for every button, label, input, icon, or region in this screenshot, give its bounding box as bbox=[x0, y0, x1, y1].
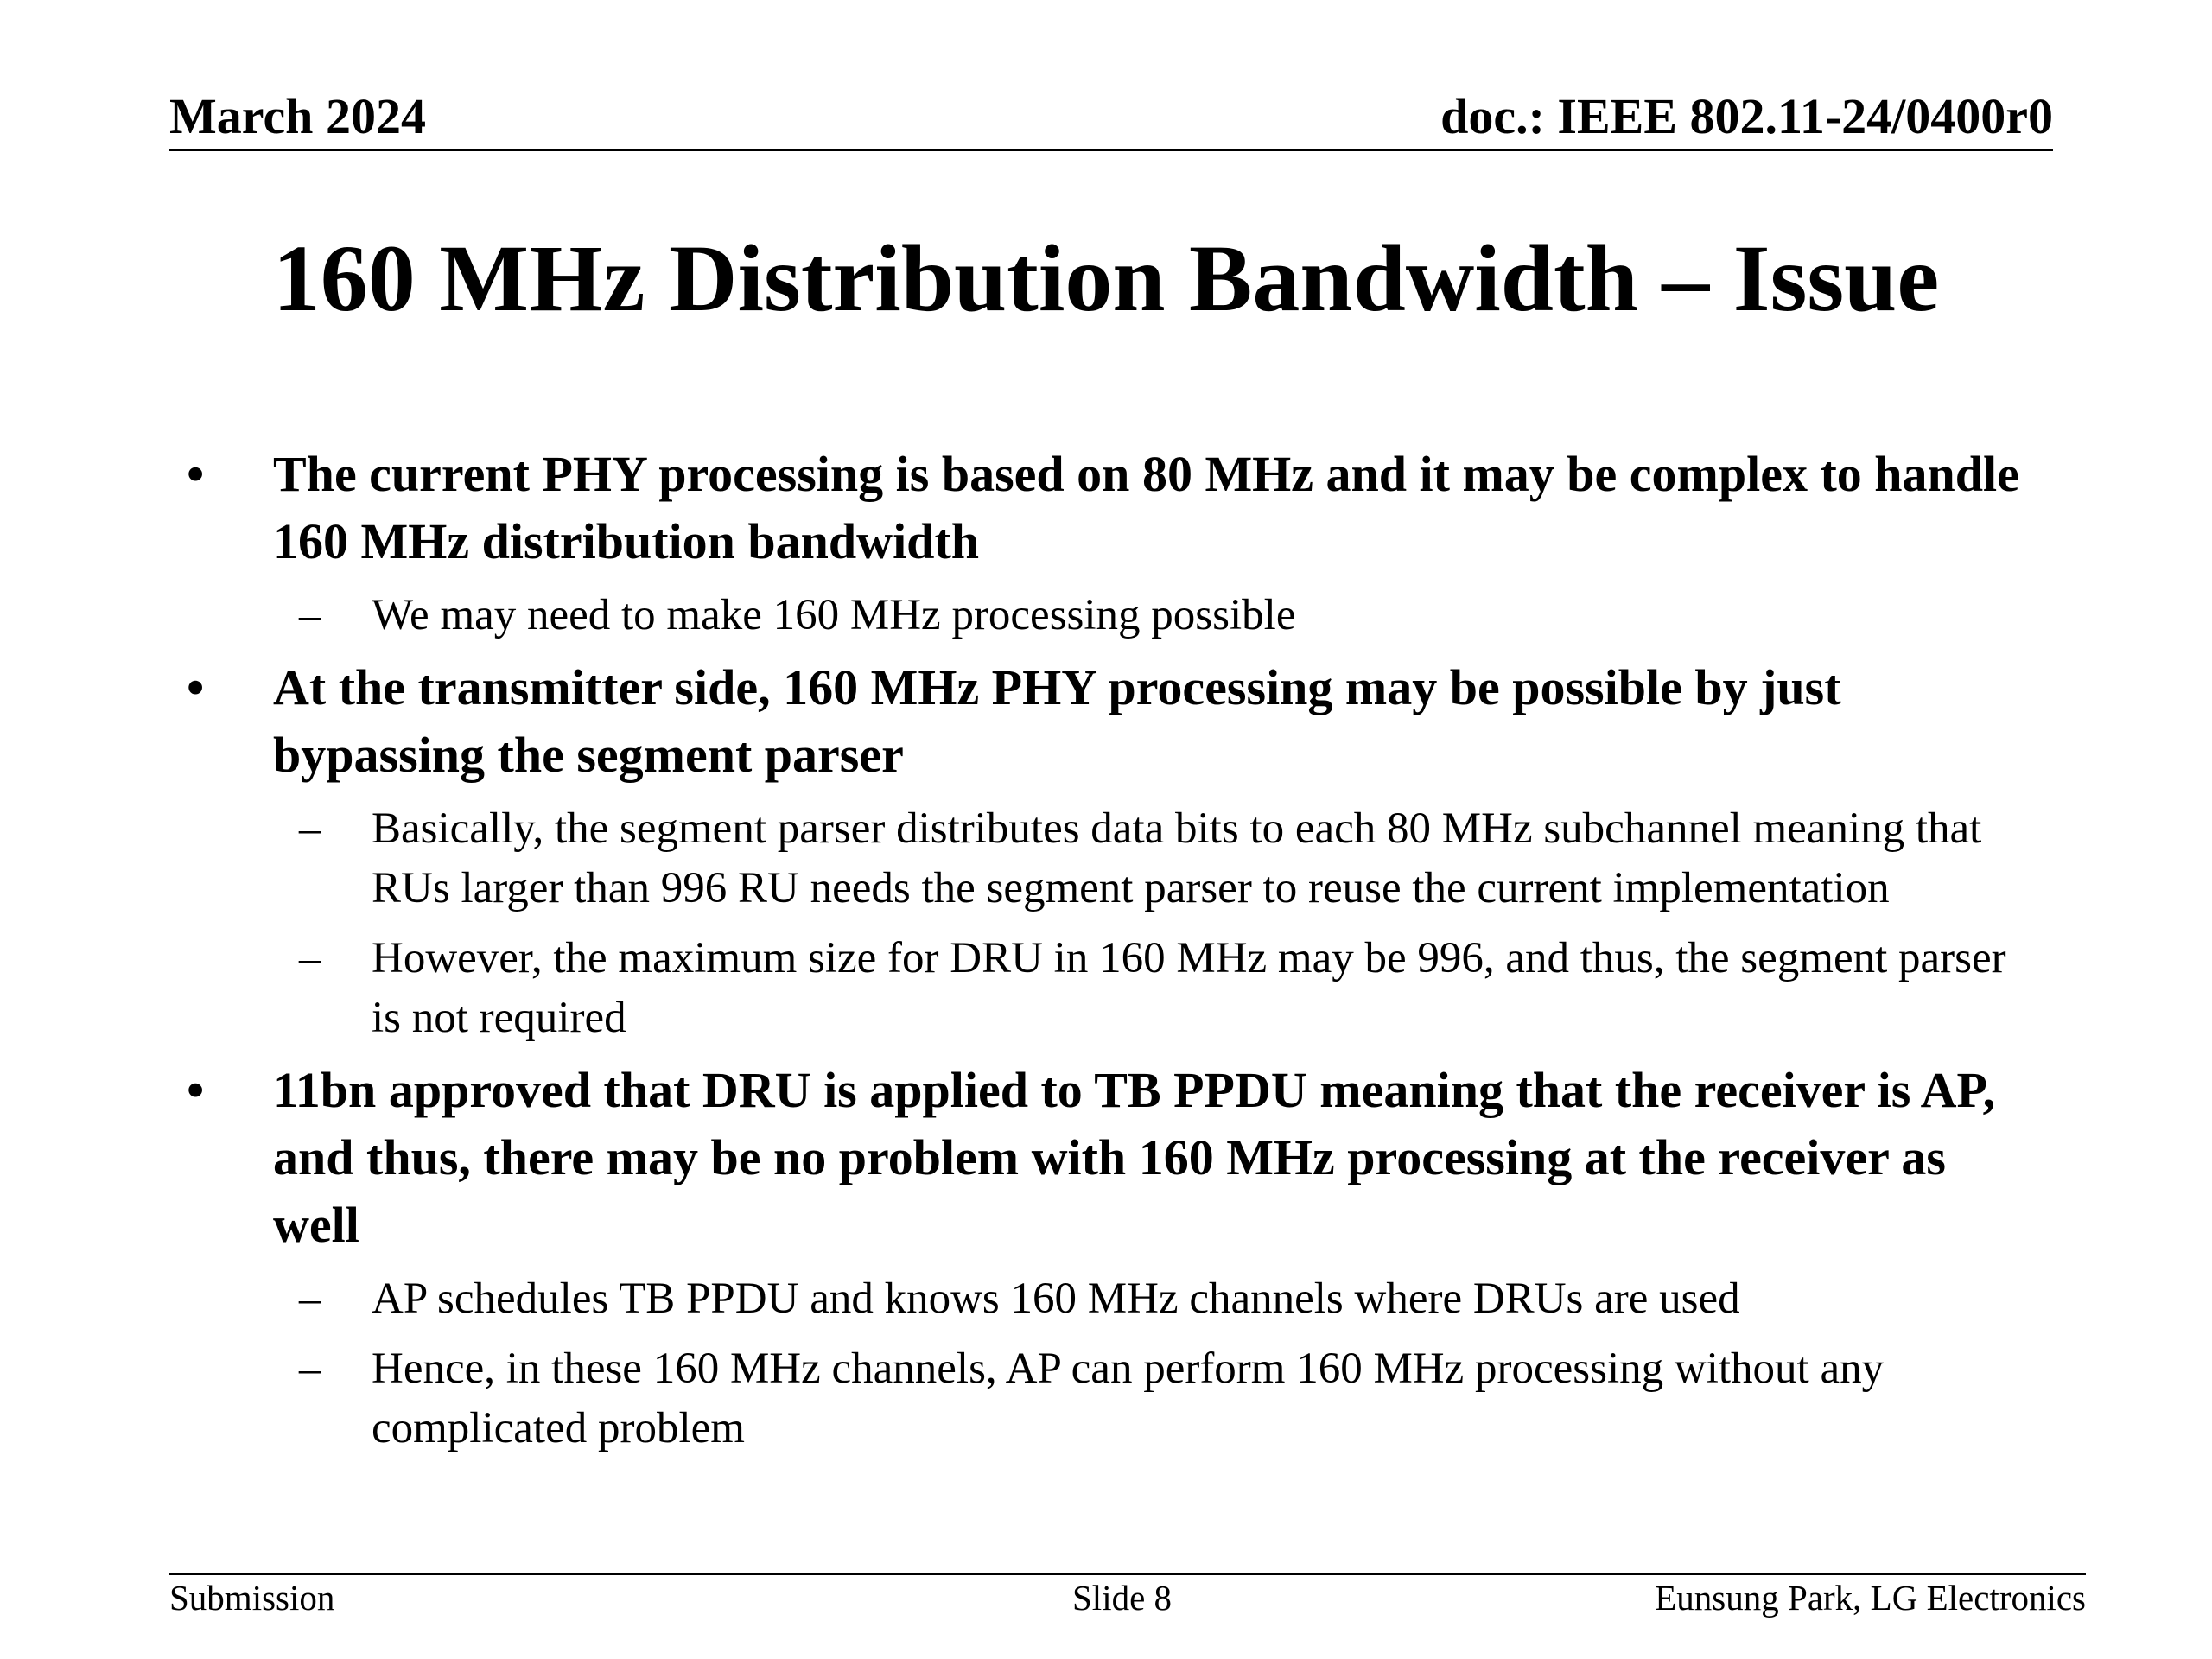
sub-marker: – bbox=[299, 934, 321, 982]
bullet-2-sub-2 bbox=[187, 929, 2044, 1048]
bullet-1-sub-1-text: We may need to make 160 MHz processing possible bbox=[372, 591, 1296, 639]
bullet-3 bbox=[187, 1057, 2044, 1259]
footer-slide-number: Slide 8 bbox=[1072, 1578, 1173, 1618]
bullet-marker: • bbox=[187, 1062, 205, 1118]
bullet-2-sub-1-text: Basically, the segment parser distributes data bits to each 80 MHz subchannel meaning that RUs larger than 996 RU needs the segment parser to reuse the current implementation bbox=[372, 804, 1982, 912]
bullet-3-sub-1 bbox=[187, 1269, 2044, 1329]
slide-header bbox=[169, 86, 2053, 151]
bullet-3-sub-2 bbox=[187, 1339, 2044, 1459]
bullet-2-sub-1 bbox=[187, 799, 2044, 918]
bullet-marker: • bbox=[187, 446, 205, 502]
bullet-1 bbox=[187, 441, 2044, 575]
bullet-3-sub-2-text: Hence, in these 160 MHz channels, AP can perform 160 MHz processing without any complicated problem bbox=[372, 1344, 1885, 1452]
bullet-2-text: At the transmitter side, 160 MHz PHY processing may be possible by just bypassing the segment parser bbox=[273, 659, 1841, 783]
slide-content bbox=[187, 441, 2044, 1459]
bullet-marker: • bbox=[187, 659, 205, 715]
bullet-3-sub-1-text: AP schedules TB PPDU and knows 160 MHz channels where DRUs are used bbox=[372, 1274, 1740, 1323]
slide-title: 160 MHz Distribution Bandwidth – Issue bbox=[272, 226, 1940, 331]
header-date: March 2024 bbox=[169, 88, 426, 144]
bullet-1-sub-1 bbox=[187, 586, 2044, 645]
sub-marker: – bbox=[299, 591, 321, 639]
bullet-3-text: 11bn approved that DRU is applied to TB PPDU meaning that the receiver is AP, and thus, there may be no problem with 160 MHz processing at the receiver as well bbox=[273, 1062, 1996, 1253]
footer-submission: Submission bbox=[169, 1578, 335, 1618]
bullet-2-sub-2-text: However, the maximum size for DRU in 160 MHz may be 996, and thus, the segment parser is not required bbox=[372, 934, 2006, 1042]
header-doc-id: doc.: IEEE 802.11-24/0400r0 bbox=[1440, 88, 2053, 144]
bullet-2 bbox=[187, 654, 2044, 789]
sub-marker: – bbox=[299, 804, 321, 853]
footer-author: Eunsung Park, LG Electronics bbox=[1655, 1578, 2086, 1618]
bullet-1-text: The current PHY processing is based on 80 MHz and it may be complex to handle 160 MHz distribution bandwidth bbox=[273, 446, 2019, 569]
sub-marker: – bbox=[299, 1344, 321, 1393]
sub-marker: – bbox=[299, 1274, 321, 1323]
slide-footer bbox=[169, 1573, 2086, 1627]
